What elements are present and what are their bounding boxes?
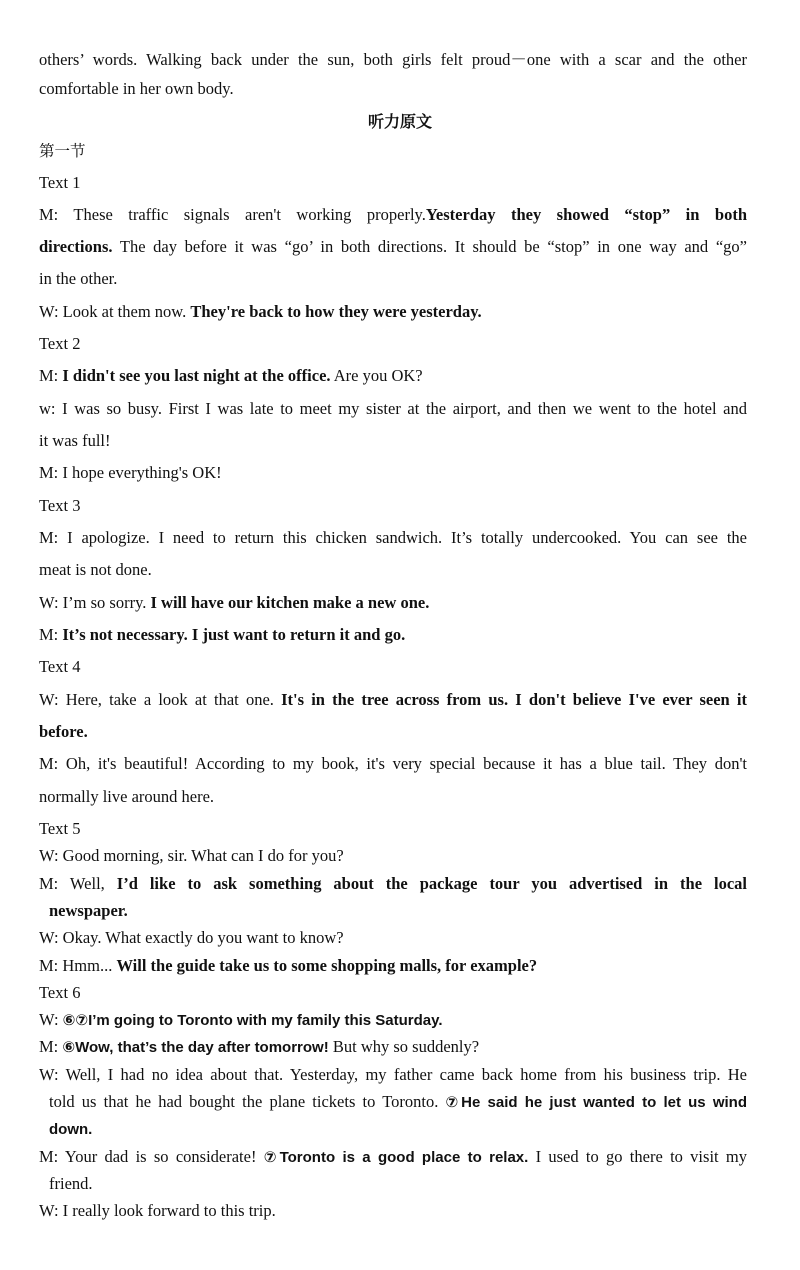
text2-m1: M: I didn't see you last night at the office. Are you OK? <box>39 366 423 385</box>
text5-w1: W: Good morning, sir. What can I do for you? <box>39 846 344 865</box>
text6-w2-line3: down. <box>49 1121 93 1138</box>
text4-w1-line2: before. <box>39 722 88 741</box>
text6-w3: W: I really look forward to this trip. <box>39 1201 276 1220</box>
text5-m1-line1: M: Well, I’d like to ask something about the package tour you advertised in the local <box>39 874 748 893</box>
intro-line-1: others’ words. Walking back under the sun, both girls felt proud－one with a scar and the other <box>39 50 747 69</box>
text1-m1-line2: directions. The day before it was “go’ in both directions. It should be “stop” in one way and “go” <box>39 237 747 256</box>
text6-m2-line2: friend. <box>49 1174 93 1193</box>
text3-w1: W: I’m so sorry. I will have our kitchen make a new one. <box>39 593 430 612</box>
text1-w1: W: Look at them now. They're back to how they were yesterday. <box>39 302 482 321</box>
text3-m1-line2: meat is not done. <box>39 560 152 579</box>
text2-label: Text 2 <box>39 334 81 353</box>
text2-m2: M: I hope everything's OK! <box>39 463 222 482</box>
text2-w1-line2: it was full! <box>39 431 111 450</box>
text1-m1-line3: in the other. <box>39 269 118 288</box>
text5-m1-line2: newspaper. <box>49 901 128 920</box>
text4-m1-line2: normally live around here. <box>39 787 215 806</box>
intro-line-2: comfortable in her own body. <box>39 79 234 98</box>
text4-w1-line1: W: Here, take a look at that one. It's in the tree across from us. I don't believe I've ever seen it <box>39 690 747 709</box>
text5-w2: W: Okay. What exactly do you want to know? <box>39 928 344 947</box>
text2-w1-line1: w: I was so busy. First I was late to meet my sister at the airport, and then we went to the hotel and <box>39 399 747 418</box>
text1-m1-line1: M: These traffic signals aren't working properly.Yesterday they showed “stop” in both <box>39 205 747 224</box>
text6-label: Text 6 <box>39 983 81 1002</box>
text4-label: Text 4 <box>39 657 81 676</box>
text5-m2: M: Hmm... Will the guide take us to some shopping malls, for example? <box>39 956 538 975</box>
text6-w2-line2: told us that he had bought the plane tickets to Toronto. ⑦He said he just wanted to let us wind <box>49 1092 747 1111</box>
text4-m1-line1: M: Oh, it's beautiful! According to my book, it's very special because it has a blue tail. They don't <box>39 754 747 773</box>
text6-w2-line1: W: Well, I had no idea about that. Yesterday, my father came back home from his business trip. He <box>39 1065 747 1084</box>
text3-m1-line1: M: I apologize. I need to return this chicken sandwich. It’s totally undercooked. You can see the <box>39 528 747 547</box>
text6-m2-line1: M: Your dad is so considerate! ⑦Toronto is a good place to relax. I used to go there to visit my <box>39 1147 747 1166</box>
heading-title: 听力原文 <box>367 112 432 131</box>
text6-w1: W: ⑥⑦I’m going to Toronto with my family this Saturday. <box>39 1010 443 1029</box>
text3-m2: M: It’s not necessary. I just want to return it and go. <box>39 625 406 644</box>
text3-label: Text 3 <box>39 496 81 515</box>
text1-label: Text 1 <box>39 173 81 192</box>
text6-m1: M: ⑥Wow, that’s the day after tomorrow! But why so suddenly? <box>39 1037 480 1056</box>
section-title: 第一节 <box>39 142 86 160</box>
text5-label: Text 5 <box>39 819 81 838</box>
